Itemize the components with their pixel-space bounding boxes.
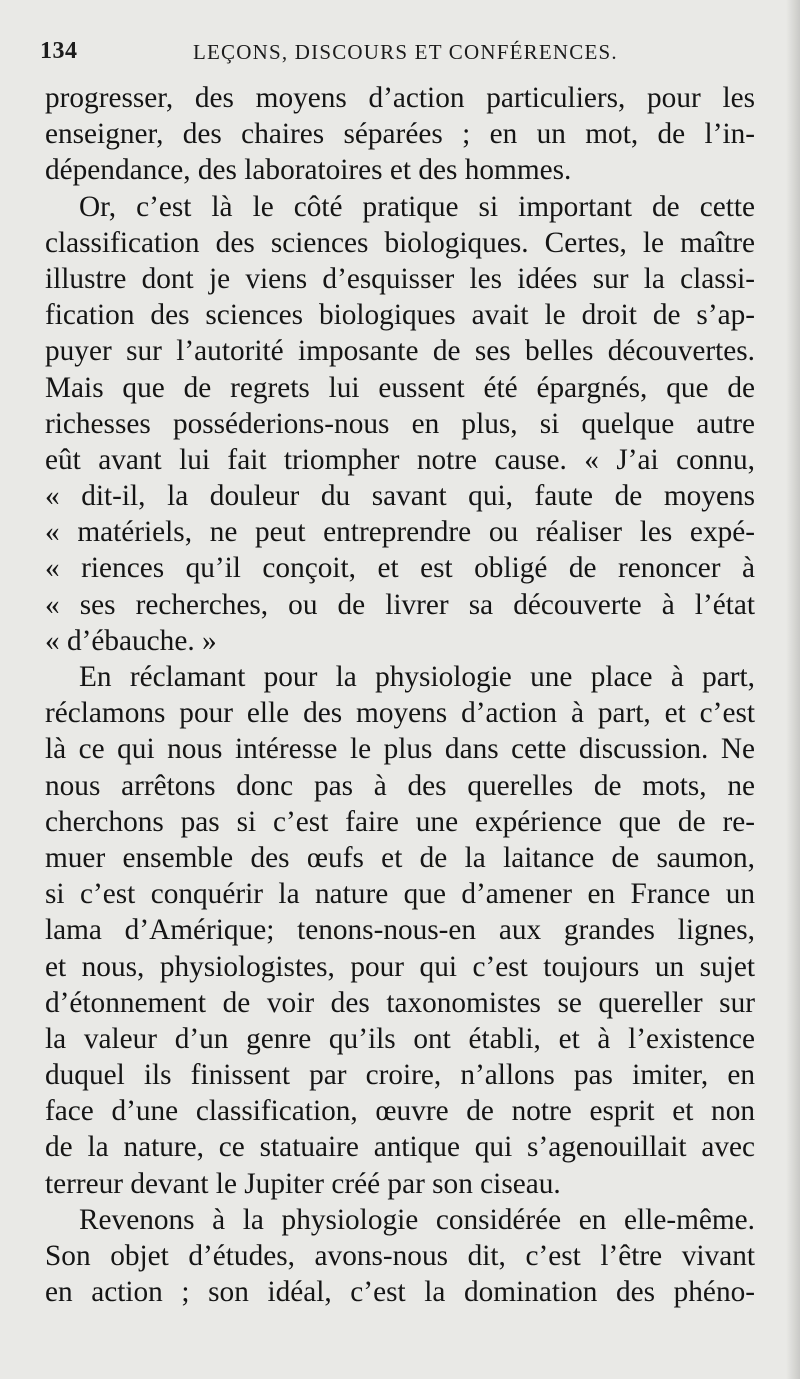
text-line: réclamons pour elle des moyens d’action à part, et c’est — [45, 697, 755, 730]
text-line: puyer sur l’autorité imposante de ses belles découvertes. — [45, 335, 755, 368]
text-line: muer ensemble des œufs et de la laitance de saumon, — [45, 841, 755, 874]
text-line: duquel ils finissent par croire, n’allons pas imiter, en — [45, 1059, 755, 1092]
text-line: enseigner, des chaires séparées ; en un mot, de l’in- — [45, 118, 755, 151]
text-line: terreur devant le Jupiter créé par son ciseau. — [45, 1167, 561, 1200]
text-line: Son objet d’études, avons-nous dit, c’est l’être vivant — [45, 1240, 755, 1272]
text-line: face d’une classification, œuvre de notre esprit et non — [45, 1095, 755, 1128]
text-line: progresser, des moyens d’action particuliers, pour les — [45, 82, 755, 114]
text-line: dépendance, des laboratoires et des hommes. — [45, 154, 572, 187]
text-line: la valeur d’un genre qu’ils ont établi, et à l’existence — [45, 1022, 755, 1055]
text-line: cherchons pas si c’est faire une expérience que de re- — [45, 805, 755, 838]
text-line: et nous, physiologistes, pour qui c’est toujours un sujet — [45, 950, 755, 983]
text-line: en action ; son idéal, c’est la domination des phéno- — [45, 1276, 755, 1309]
text-line: « d’ébauche. » — [45, 624, 217, 657]
text-line: là ce qui nous intéresse le plus dans cette discussion. Ne — [45, 733, 755, 766]
text-line: lama d’Amérique; tenons-nous-en aux grandes lignes, — [45, 914, 755, 947]
text-line: Revenons à la physiologie considérée en elle-même. — [79, 1203, 755, 1236]
body-text — [45, 80, 755, 1310]
text-line: « riences qu’il conçoit, et est obligé de renoncer à — [45, 552, 755, 585]
text-line: En réclamant pour la physiologie une place à part, — [79, 661, 755, 693]
page-header — [40, 38, 756, 72]
text-line: fication des sciences biologiques avait le droit de s’ap- — [45, 299, 755, 332]
text-line: eût avant lui fait triompher notre cause. « J’ai connu, — [45, 443, 755, 476]
text-line: illustre dont je viens d’esquisser les idées sur la classi- — [45, 262, 755, 295]
text-line: « matériels, ne peut entreprendre ou réaliser les expé- — [45, 516, 755, 549]
text-line: nous arrêtons donc pas à des querelles de mots, ne — [45, 769, 755, 802]
text-line: classification des sciences biologiques. Certes, le maître — [45, 226, 755, 259]
text-line: Or, c’est là le côté pratique si important de cette — [79, 190, 755, 223]
text-line: si c’est conquérir la nature que d’amener en France un — [45, 878, 755, 911]
text-line: « dit-il, la douleur du savant qui, faute de moyens — [45, 480, 755, 513]
running-title: LEÇONS, DISCOURS ET CONFÉRENCES. — [193, 40, 618, 64]
text-line: de la nature, ce statuaire antique qui s’agenouillait avec — [45, 1131, 755, 1164]
text-line: « ses recherches, ou de livrer sa découverte à l’état — [45, 588, 755, 621]
page-edge — [786, 0, 800, 1379]
text-line: richesses posséderions-nous en plus, si quelque autre — [45, 407, 755, 440]
text-line: d’étonnement de voir des taxonomistes se quereller sur — [45, 986, 755, 1019]
text-line: Mais que de regrets lui eussent été épargnés, que de — [45, 371, 755, 404]
page-number: 134 — [40, 38, 78, 64]
